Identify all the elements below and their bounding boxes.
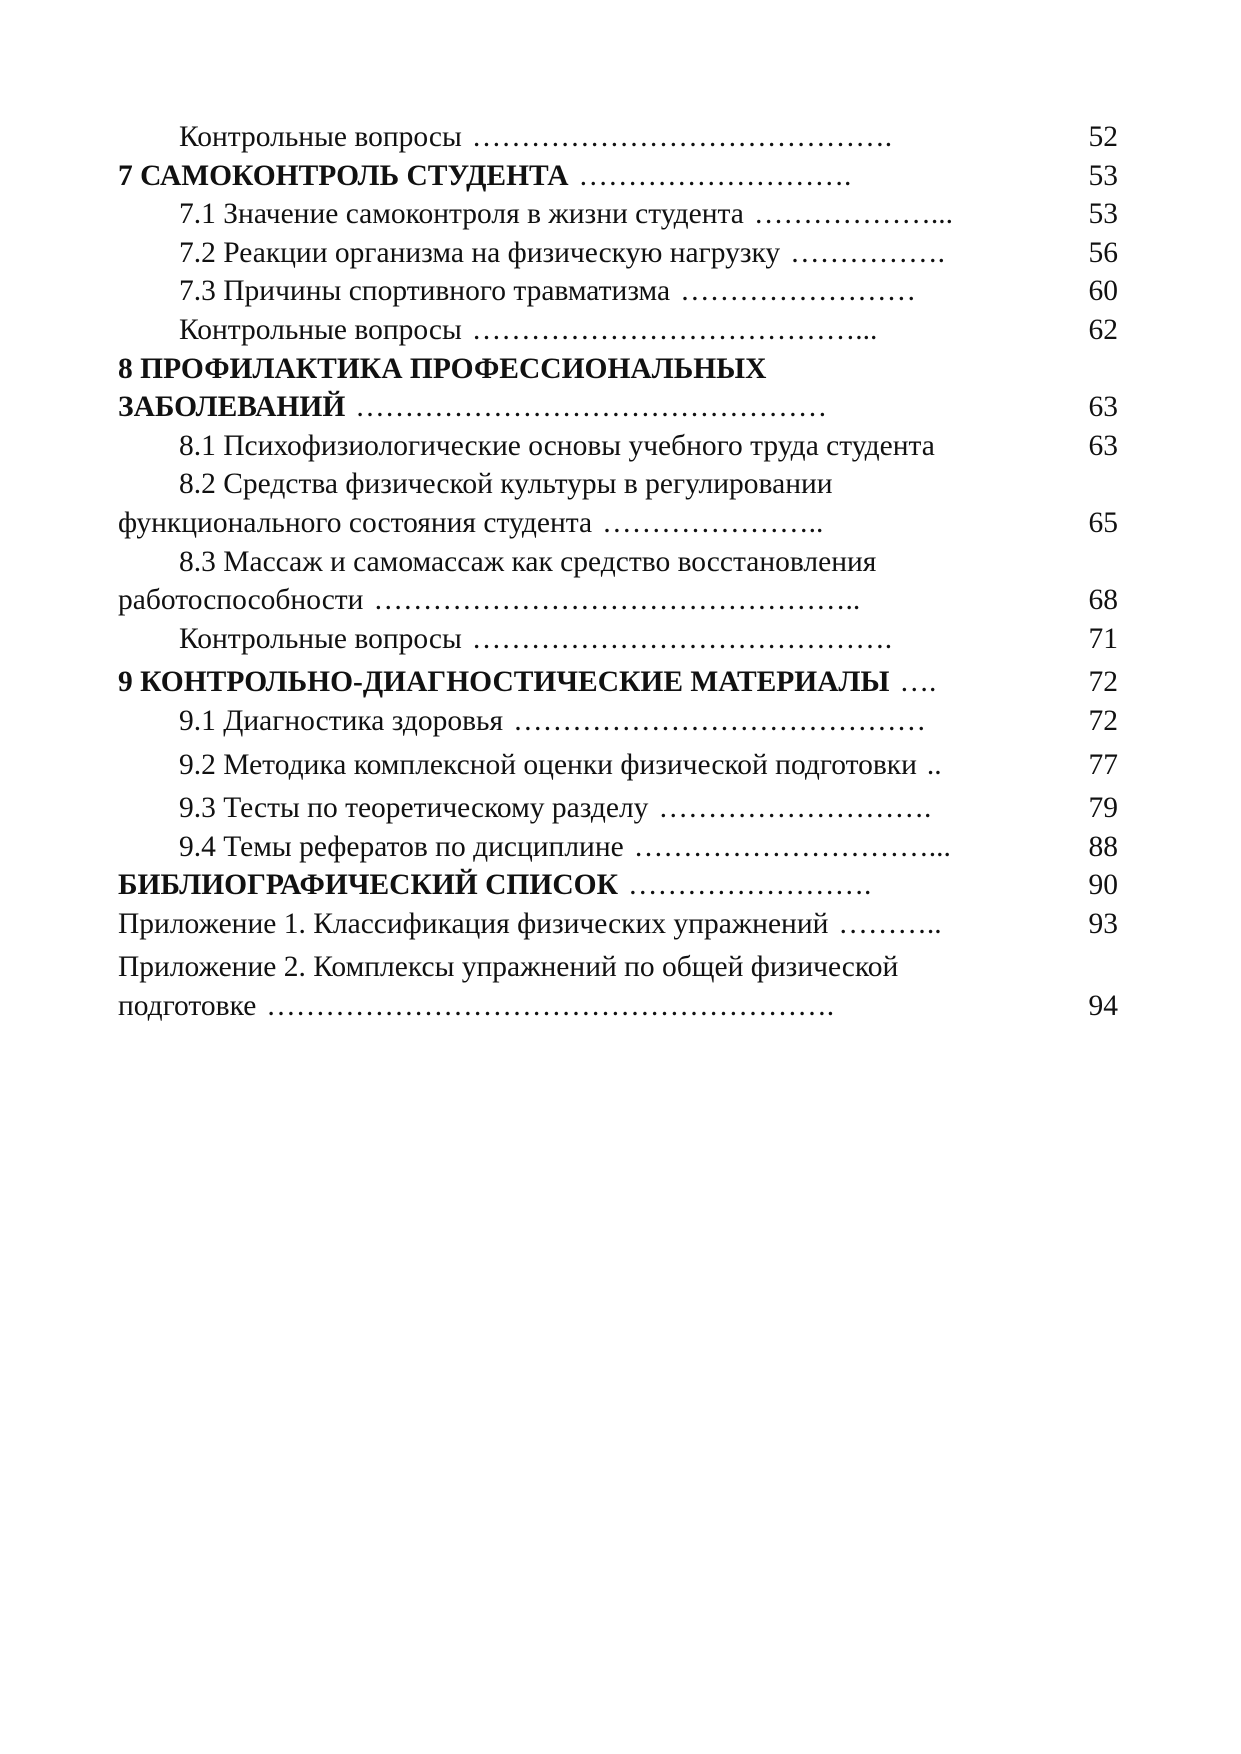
table-of-contents: [118, 118, 1118, 1026]
toc-entry-title: 7.2 Реакции организма на физическую нагрузку: [179, 236, 781, 269]
toc-entry-title: 8 ПРОФИЛАКТИКА ПРОФЕССИОНАЛЬНЫХ: [118, 352, 767, 385]
toc-entry[interactable]: [118, 427, 1118, 466]
toc-leader-dots: …………………………………….: [471, 121, 893, 153]
toc-page-number: 93: [1088, 907, 1118, 940]
toc-entry-title: Контрольные вопросы: [179, 121, 462, 153]
toc-entry[interactable]: [118, 905, 1118, 944]
toc-leader-dots: ………..: [838, 907, 942, 940]
toc-leader-dots: …………………………………………..: [373, 584, 861, 617]
toc-page-number: 68: [1088, 584, 1118, 617]
toc-leader-dots: ….: [899, 666, 937, 699]
toc-entry-title: 7.1 Значение самоконтроля в жизни студента: [179, 198, 744, 231]
toc-entry[interactable]: [118, 234, 1118, 273]
toc-page-number: 63: [1088, 391, 1118, 424]
toc-entry[interactable]: [118, 866, 1118, 905]
toc-entry-title: функционального состояния студента: [118, 506, 593, 539]
toc-entry-title: Контрольные вопросы: [179, 313, 462, 346]
toc-page-number: 65: [1088, 506, 1118, 539]
toc-entry[interactable]: [118, 157, 1118, 196]
toc-leader-dots: ……………………….: [658, 792, 932, 825]
toc-entry[interactable]: [118, 465, 1118, 542]
toc-entry[interactable]: [118, 663, 1118, 702]
toc-page-number: 94: [1088, 990, 1118, 1023]
toc-leader-dots: ……………………: [680, 275, 917, 308]
toc-leader-dots: …………………………………...: [471, 313, 878, 346]
toc-entry[interactable]: [118, 272, 1118, 311]
toc-entry-title: Контрольные вопросы: [179, 622, 462, 655]
toc-entry[interactable]: [118, 948, 1118, 1025]
toc-entry-title: 9 КОНТРОЛЬНО-ДИАГНОСТИЧЕСКИЕ МАТЕРИАЛЫ: [118, 666, 890, 699]
toc-page-number: 90: [1088, 869, 1118, 902]
toc-entry-title: 8.3 Массаж и самомассаж как средство восстановления: [179, 545, 877, 578]
toc-entry[interactable]: [118, 543, 1118, 620]
toc-leader-dots: ………………...: [753, 198, 953, 231]
toc-entry-title: 9.2 Методика комплексной оценки физической подготовки: [179, 748, 917, 781]
toc-entry[interactable]: [118, 311, 1118, 350]
toc-entry-title: 8.1 Психофизиологические основы учебного труда студента: [179, 429, 935, 462]
toc-page-number: 63: [1088, 429, 1118, 462]
toc-leader-dots: …………………………………….: [471, 622, 893, 655]
toc-entry-title: работоспособности: [118, 584, 364, 617]
toc-page-number: 52: [1088, 121, 1118, 153]
toc-page-number: 71: [1088, 622, 1118, 655]
toc-entry-title: БИБЛИОГРАФИЧЕСКИЙ СПИСОК: [118, 869, 618, 902]
toc-page-number: 72: [1088, 704, 1118, 737]
toc-entry-title: 9.4 Темы рефератов по дисциплине: [179, 830, 624, 863]
toc-entry[interactable]: [118, 702, 1118, 741]
toc-page-number: 53: [1088, 159, 1118, 192]
toc-entry-title: 9.3 Тесты по теоретическому разделу: [179, 792, 649, 825]
toc-entry[interactable]: [118, 350, 1118, 427]
toc-leader-dots: …………………….: [627, 869, 872, 902]
toc-page-number: 88: [1088, 830, 1118, 863]
toc-entry[interactable]: [118, 195, 1118, 234]
toc-entry-title: ЗАБОЛЕВАНИЙ: [118, 391, 346, 424]
toc-entry-title: 7 САМОКОНТРОЛЬ СТУДЕНТА: [118, 159, 569, 192]
toc-leader-dots: ……………………….: [578, 159, 852, 192]
toc-entry[interactable]: [118, 828, 1118, 867]
toc-entry-title: подготовке: [118, 990, 257, 1023]
toc-entry-title: 7.3 Причины спортивного травматизма: [179, 275, 671, 308]
toc-entry-title: Приложение 2. Комплексы упражнений по общей физической: [118, 951, 899, 984]
toc-page-number: 79: [1088, 792, 1118, 825]
toc-leader-dots: …………….: [790, 236, 946, 269]
toc-entry-title: 9.1 Диагностика здоровья: [179, 704, 504, 737]
toc-entry-title: Приложение 1. Классификация физических упражнений: [118, 907, 829, 940]
toc-leader-dots: …………………..: [602, 506, 824, 539]
toc-leader-dots: ……………………………………: [513, 704, 927, 737]
toc-entry-title: 8.2 Средства физической культуры в регулировании: [179, 468, 833, 501]
toc-leader-dots: …………………………...: [633, 830, 951, 863]
toc-page-number: 72: [1088, 666, 1118, 699]
toc-entry[interactable]: [118, 118, 1118, 157]
toc-entry[interactable]: [118, 746, 1118, 785]
toc-leader-dots: ………………………………………………….: [266, 990, 835, 1023]
toc-leader-dots: …………………………………………: [355, 391, 828, 424]
toc-page-number: 62: [1088, 313, 1118, 346]
toc-leader-dots: ..: [926, 748, 942, 781]
toc-page-number: 53: [1088, 198, 1118, 231]
toc-page-number: 77: [1088, 748, 1118, 781]
toc-page-number: 56: [1088, 236, 1118, 269]
toc-entry[interactable]: [118, 789, 1118, 828]
toc-entry[interactable]: [118, 620, 1118, 659]
toc-page-number: 60: [1088, 275, 1118, 308]
